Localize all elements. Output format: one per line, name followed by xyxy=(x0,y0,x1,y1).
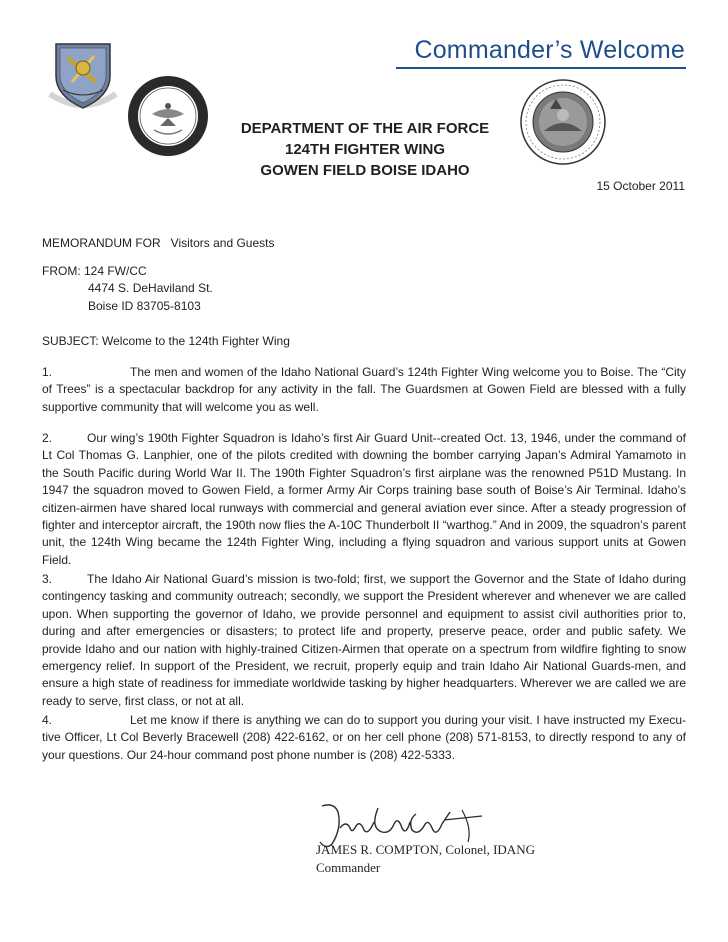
wing-emblem-icon xyxy=(48,38,118,110)
paragraph-1 xyxy=(42,364,686,416)
paragraph-text: The Idaho Air National Guard’s mission is two-fold; first, we support the Governor and the State of Idaho during contingency tasking and community outreach; secondly, we support the President wherever and whenever we are called upon. When supporting the governor of Idaho, we provide personnel and equipment to assist civil authorities prior to, during and after emergencies or disasters; to protect life and property, preserve peace, order and public safety. We provide Idaho and our nation with highly-trained Citizen-Airmen that operate on a spectrum from wildfire fighting to snow emergency relief. In support of the President, we recruit, properly equip and train Idaho Air National Guards-men, and ensure a high state of readiness for immediate worldwide tasking by higher headquarters. Wherever we are called we are ready to serve, first class, or not at all. xyxy=(42,572,686,708)
memo-for-line: MEMORANDUM FOR Visitors and Guests xyxy=(42,236,275,250)
memo-date: 15 October 2011 xyxy=(596,179,685,193)
signatory-title: Commander xyxy=(316,860,381,875)
organization-line-2: 124TH FIGHTER WING xyxy=(284,141,445,158)
subject-line: SUBJECT: Welcome to the 124th Fighter Wing xyxy=(42,334,290,348)
organization-line-3: GOWEN FIELD BOISE IDAHO xyxy=(260,162,470,179)
page-title: Commander’s Welcome xyxy=(414,36,685,64)
paragraph-2 xyxy=(42,430,686,569)
paragraph-number: 1. xyxy=(42,365,53,379)
header-divider xyxy=(396,67,686,69)
paragraph-text: Let me know if there is anything we can do to support you during your visit. I have instructed my Execu-tive Officer, Lt Col Beverly Bracewell (208) 422-6162, or on her cell phone (208) 571-8153, to directly respond to any of your questions. Our 24-hour command post phone number is (208) 422-5333. xyxy=(42,713,686,762)
from-address-city: Boise ID 83705-8103 xyxy=(88,299,201,313)
idaho-seal-icon xyxy=(520,79,606,165)
paragraph-number: 3. xyxy=(42,572,53,586)
paragraph-4 xyxy=(42,712,686,764)
paragraph-text: Our wing’s 190th Fighter Squadron is Idaho’s first Air Guard Unit--created Oct. 13, 1946, under the command of Lt Col Thomas G. Lanphier, one of the pilots credited with downing the bomber carrying Japan’s Admiral Yamamoto in the South Pacific during World War II. The 190th Fighter Squadron’s first airplane was the renowned P51D Mustang. In 1947 the squadron moved to Gowen Field, a former Army Air Corps training base south of Boise’s Air Terminal. Idaho’s citizen-airmen have shared local runways with commercial and general aviation ever since. After a steady progression of fighter and interceptor aircraft, the 190th now flies the A-10C Thunderbolt II “warthog.” And in 2009, the squadron’s parent unit, the 124th Wing became the 124th Fighter Wing, including a flying squadron and various support units at Gowen Field. xyxy=(42,431,686,567)
paragraph-3 xyxy=(42,571,686,710)
paragraph-number: 4. xyxy=(42,713,53,727)
from-address-street: 4474 S. DeHaviland St. xyxy=(88,281,213,295)
dod-seal-icon xyxy=(126,74,210,158)
paragraph-text: The men and women of the Idaho National Guard’s 124th Fighter Wing welcome you to Boise. The “City of Trees” is a spectacular backdrop for any activity in the fall. The Guardsmen at Gowen Field are blessed with a fully supportive community that will welcome you as well. xyxy=(42,365,686,414)
paragraph-number: 2. xyxy=(42,431,53,445)
from-line: FROM: 124 FW/CC xyxy=(42,264,147,278)
signatory-name: JAMES R. COMPTON, Colonel, IDANG xyxy=(316,842,535,857)
organization-line-1: DEPARTMENT OF THE AIR FORCE xyxy=(240,120,490,137)
